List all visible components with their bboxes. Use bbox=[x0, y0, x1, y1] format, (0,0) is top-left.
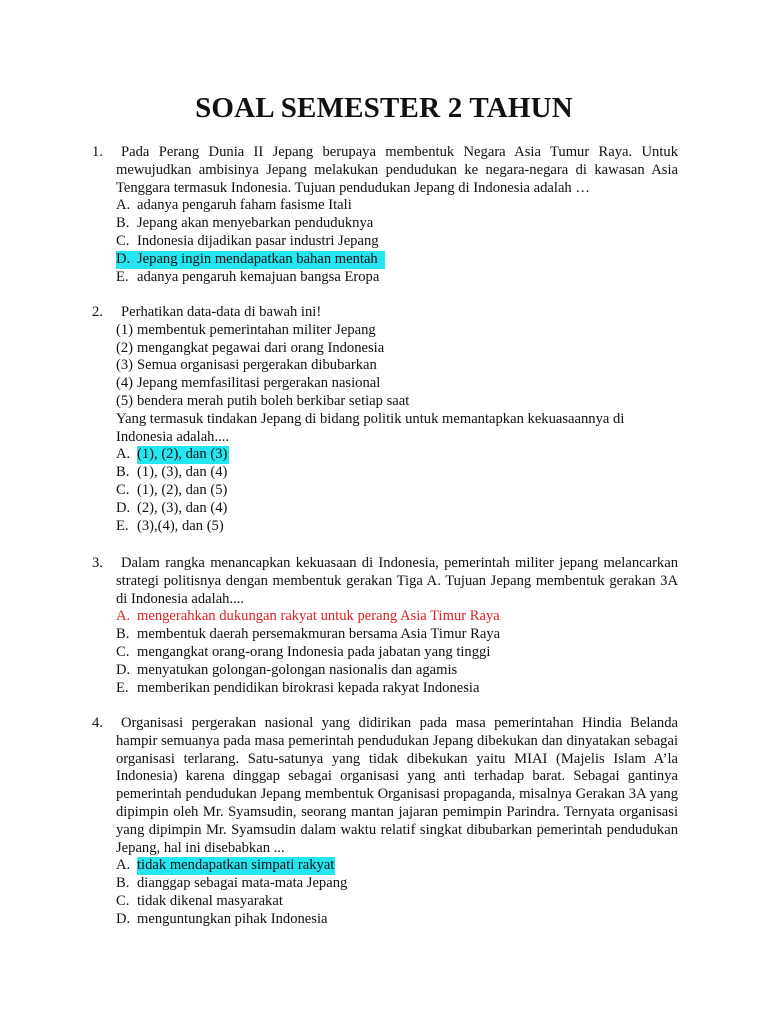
option-c: C. Indonesia dijadikan pasar industri Jepang bbox=[116, 232, 379, 249]
option-b: B. dianggap sebagai mata-mata Jepang bbox=[116, 875, 348, 892]
options-list bbox=[116, 446, 678, 535]
option-b: B. (1), (3), dan (4) bbox=[116, 464, 228, 481]
question-stem: Dalam rangka menancapkan kekuasaan di Indonesia, pemerintah militer jepang melancarkan strategi politisnya dengan membentuk gerakan Tiga A. Tujuan Jepang membentuk gerakan 3A di Indonesia adalah.... bbox=[116, 555, 678, 607]
question-1 bbox=[92, 144, 678, 286]
option-a-correct: A. mengerahkan dukungan rakyat untuk perang Asia Timur Raya bbox=[116, 608, 500, 625]
option-a: A. tidak mendapatkan simpati rakyat bbox=[116, 857, 335, 874]
question-prompt: Yang termasuk tindakan Jepang di bidang politik untuk memantapkan kekuasaannya di Indonesia adalah.... bbox=[116, 410, 625, 445]
question-number: 3. bbox=[92, 555, 103, 571]
data-item-1: (1) membentuk pemerintahan militer Jepang bbox=[116, 321, 376, 338]
option-d: D. menyatukan golongan-golongan nasionalis dan agamis bbox=[116, 661, 458, 678]
data-item-2: (2) mengangkat pegawai dari orang Indonesia bbox=[116, 339, 385, 356]
data-item-5: (5) bendera merah putih boleh berkibar setiap saat bbox=[116, 392, 410, 409]
question-3 bbox=[92, 555, 678, 697]
data-item-4: (4) Jepang memfasilitasi pergerakan nasional bbox=[116, 375, 381, 392]
option-a: A. adanya pengaruh faham fasisme Itali bbox=[116, 197, 352, 214]
page-title: SOAL SEMESTER 2 TAHUN bbox=[195, 92, 573, 124]
question-stem: Organisasi pergerakan nasional yang didirikan pada masa pemerintahan Hindia Belanda hampir semuanya pada masa pemerintah pendudukan Jepang dibekukan dan dinyatakan sebagai organisasi terlarang. Satu-satunya yang tidak dibekukan yaitu MIAI (Majelis Islam A’la Indonesia) karena dinggap sebagai organisasi yang anti terhadap barat. Sebagai gantinya pemerintah pendudukan Jepang membentuk Organisasi propaganda, misalnya Gerakan 3A yang dipimpin oleh Mr. Syamsudin, seorang mantan jajaran pemimpin Parindra. Ternyata organisasi yang dipimpin Mr. Syamsudin dalam waktu relatif singkat dibubarkan pemerintah pendudukan Jepang, hal ini disebabkan ... bbox=[116, 715, 678, 856]
option-d: D. menguntungkan pihak Indonesia bbox=[116, 910, 328, 927]
option-b: B. Jepang akan menyebarkan penduduknya bbox=[116, 215, 374, 232]
options-list bbox=[116, 857, 678, 928]
data-items-list bbox=[116, 322, 678, 411]
option-c: C. tidak dikenal masyarakat bbox=[116, 892, 283, 909]
option-b: B. membentuk daerah persemakmuran bersama Asia Timur Raya bbox=[116, 626, 501, 643]
option-d-highlighted: D. Jepang ingin mendapatkan bahan mentah bbox=[116, 251, 385, 269]
question-number: 2. bbox=[92, 304, 103, 320]
option-a: A. (1), (2), dan (3) bbox=[116, 446, 228, 463]
option-c: C. (1), (2), dan (5) bbox=[116, 481, 228, 498]
question-4 bbox=[92, 715, 678, 929]
option-e: E. adanya pengaruh kemajuan bangsa Eropa bbox=[116, 268, 380, 285]
option-e: E. (3),(4), dan (5) bbox=[116, 517, 224, 534]
option-d: D. (2), (3), dan (4) bbox=[116, 499, 228, 516]
question-stem: Perhatikan data-data di bawah ini! bbox=[121, 304, 322, 320]
option-e: E. memberikan pendidikan birokrasi kepada rakyat Indonesia bbox=[116, 679, 480, 696]
question-number: 1. bbox=[92, 144, 103, 160]
question-2 bbox=[92, 304, 678, 535]
question-number: 4. bbox=[92, 715, 103, 731]
data-item-3: (3) Semua organisasi pergerakan dibubarkan bbox=[116, 357, 377, 374]
option-c: C. mengangkat orang-orang Indonesia pada jabatan yang tinggi bbox=[116, 643, 491, 660]
question-stem: Pada Perang Dunia II Jepang berupaya membentuk Negara Asia Tumur Raya. Untuk mewujudkan ambisinya Jepang melakukan pendudukan ke negara-negara di kawasan Asia Tenggara termasuk Indonesia. Tujuan pendudukan Jepang di Indonesia adalah … bbox=[116, 144, 678, 196]
options-list bbox=[116, 197, 678, 286]
options-list bbox=[116, 608, 678, 697]
